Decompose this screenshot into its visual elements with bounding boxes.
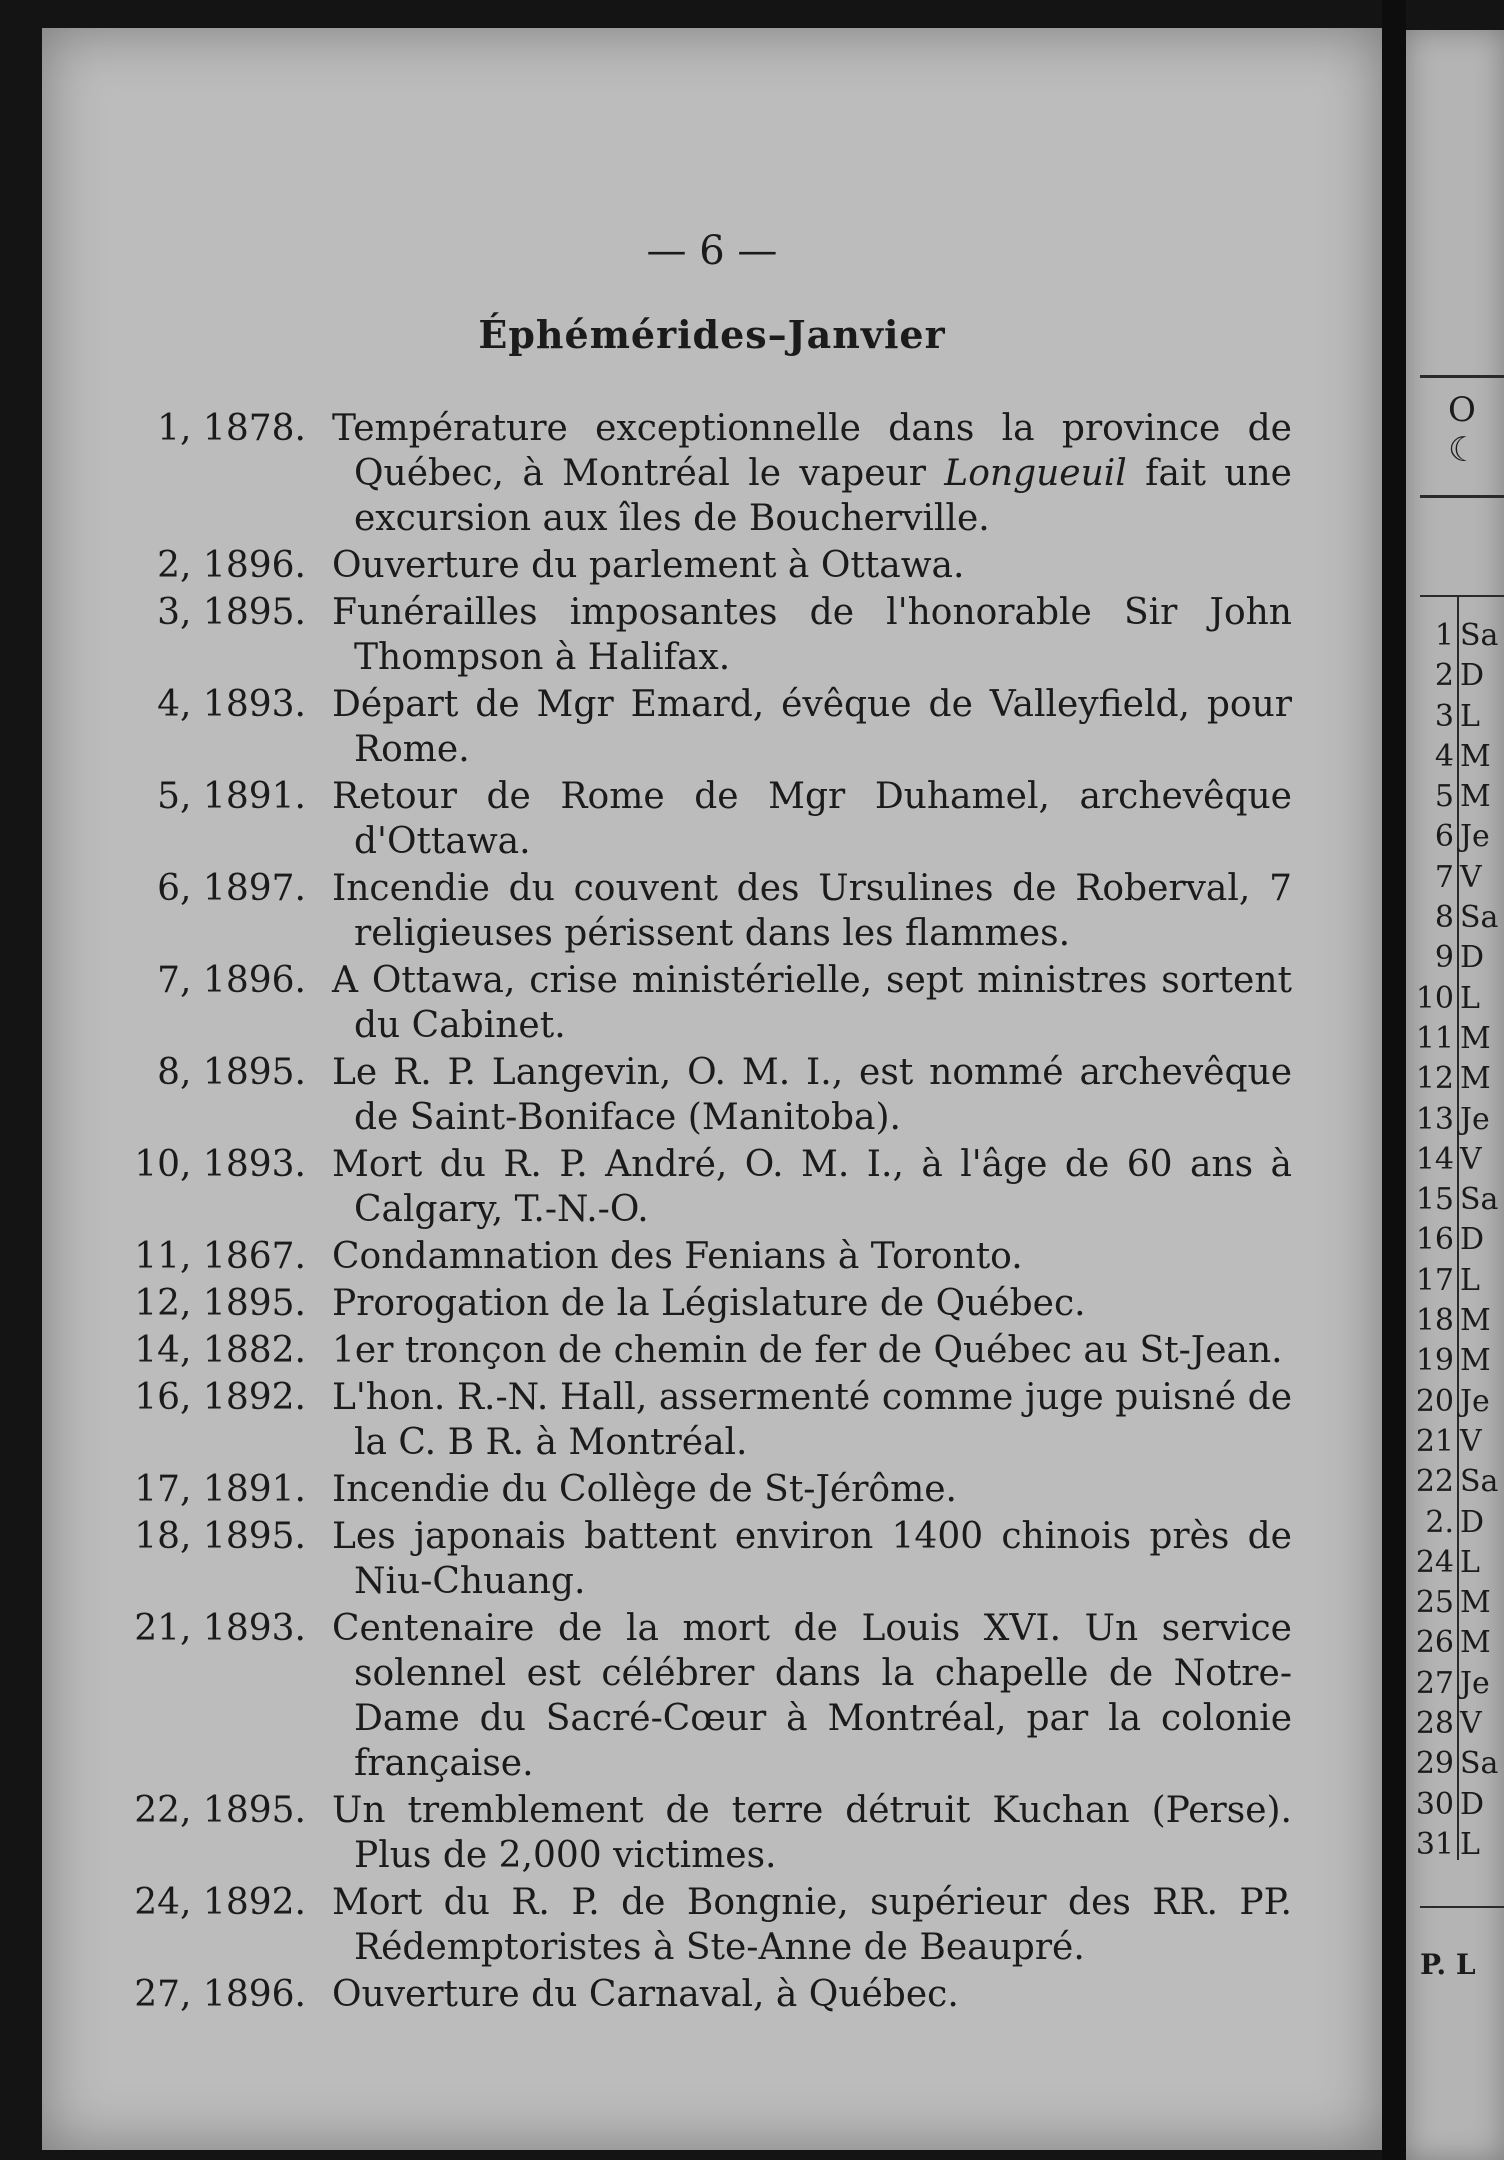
calendar-day-row — [1414, 1100, 1504, 1140]
calendar-weekday: Sa — [1460, 618, 1499, 653]
calendar-day-row — [1414, 1543, 1504, 1583]
entry-text: Le R. P. Langevin, O. M. I., est nommé archevêque de Saint-Boniface (Manitoba). — [332, 1052, 1292, 1138]
entry-text: Ouverture du parlement à Ottawa. — [332, 545, 965, 586]
entry-text: L'hon. R.-N. Hall, assermenté comme juge puisné de la C. B R. à Montréal. — [332, 1377, 1292, 1463]
calendar-weekday: M — [1460, 1303, 1491, 1339]
entry-text: Incendie du couvent des Ursulines de Roberval, 7 religieuses périssent dans les flammes. — [332, 868, 1292, 954]
calendar-weekday: L — [1460, 980, 1480, 1016]
calendar-weekday: V — [1460, 1706, 1482, 1742]
calendar-day-row — [1414, 898, 1504, 938]
calendar-day-row — [1414, 1583, 1504, 1623]
calendar-day-row — [1414, 656, 1504, 696]
calendar-days — [1414, 616, 1504, 1865]
ephemeride-entry — [42, 774, 1382, 864]
entry-date: 22, 1895. — [134, 1790, 306, 1831]
calendar-weekday: L — [1460, 1826, 1480, 1862]
calendar-day-row — [1414, 1140, 1504, 1180]
calendar-day-number: 9 — [1434, 940, 1454, 976]
entry-text: Funérailles imposantes de l'honorable Sir John Thompson à Halifax. — [332, 592, 1292, 678]
entry-date: 6, 1897. — [157, 868, 306, 909]
entry-date: 5, 1891. — [157, 776, 306, 817]
calendar-day-row — [1414, 858, 1504, 898]
calendar-day-row — [1414, 1059, 1504, 1099]
entry-text: Condamnation des Fenians à Toronto. — [332, 1236, 1023, 1277]
calendar-day-row — [1414, 737, 1504, 777]
calendar-day-row — [1414, 1664, 1504, 1704]
calendar-day-number: 31 — [1415, 1826, 1454, 1862]
entry-text: Prorogation de la Législature de Québec. — [332, 1283, 1086, 1324]
calendar-day-number: 18 — [1415, 1303, 1454, 1339]
ephemeride-entry — [42, 1050, 1382, 1140]
calendar-rule — [1420, 595, 1504, 597]
calendar-weekday: M — [1460, 1061, 1491, 1097]
calendar-weekday: Je — [1460, 1101, 1490, 1137]
calendar-weekday: L — [1460, 698, 1480, 734]
ephemeride-entry — [42, 406, 1382, 541]
calendar-day-number: 7 — [1434, 859, 1454, 895]
entry-date: 12, 1895. — [134, 1283, 306, 1324]
calendar-day-row — [1414, 817, 1504, 857]
calendar-day-row — [1414, 1019, 1504, 1059]
calendar-day-number: 25 — [1415, 1585, 1454, 1621]
entry-date: 27, 1896. — [134, 1974, 306, 2015]
sun-symbol: O — [1448, 390, 1476, 430]
calendar-day-number: 6 — [1434, 819, 1454, 855]
entry-date: 1, 1878. — [157, 408, 306, 449]
book-gutter — [1382, 0, 1406, 2160]
calendar-weekday: M — [1460, 1020, 1491, 1056]
calendar-day-number: 24 — [1415, 1544, 1454, 1580]
entry-date: 11, 1867. — [134, 1236, 306, 1277]
calendar-weekday: M — [1460, 1343, 1491, 1379]
entry-text: Ouverture du Carnaval, à Québec. — [332, 1974, 959, 2015]
ephemeride-entry — [42, 543, 1382, 588]
calendar-day-number: 2. — [1425, 1504, 1454, 1540]
calendar-day-number: 12 — [1415, 1061, 1454, 1097]
entry-date: 2, 1896. — [157, 545, 306, 586]
entry-text: 1er tronçon de chemin de fer de Québec au St-Jean. — [332, 1330, 1283, 1371]
calendar-weekday: Je — [1460, 819, 1490, 855]
calendar-weekday: M — [1460, 1585, 1491, 1621]
calendar-day-number: 29 — [1415, 1746, 1454, 1782]
entry-text: Les japonais battent environ 1400 chinois près de Niu-Chuang. — [332, 1516, 1292, 1602]
ephemeride-entry — [42, 1972, 1382, 2017]
calendar-weekday: M — [1460, 738, 1491, 774]
calendar-rule — [1420, 495, 1504, 498]
ephemerides-list — [42, 406, 1382, 2019]
calendar-day-row — [1414, 979, 1504, 1019]
entry-date: 18, 1895. — [134, 1516, 306, 1557]
calendar-day-row — [1414, 1261, 1504, 1301]
calendar-day-row — [1414, 1704, 1504, 1744]
calendar-weekday: V — [1460, 1423, 1482, 1459]
calendar-weekday: Je — [1460, 1665, 1490, 1701]
calendar-weekday: D — [1460, 1222, 1485, 1258]
calendar-day-number: 14 — [1415, 1141, 1454, 1177]
calendar-day-row — [1414, 1382, 1504, 1422]
calendar-weekday: Sa — [1460, 1464, 1499, 1500]
calendar-day-row — [1414, 777, 1504, 817]
ephemeride-entry — [42, 1234, 1382, 1279]
entry-text: Mort du R. P. de Bongnie, supérieur des RR. PP. Rédemptoristes à Ste-Anne de Beaupré. — [332, 1882, 1292, 1968]
entry-text-italic: Longueuil — [944, 453, 1127, 494]
calendar-day-number: 11 — [1415, 1020, 1454, 1056]
calendar-day-row — [1414, 1825, 1504, 1865]
calendar-day-number: 26 — [1415, 1625, 1454, 1661]
calendar-day-row — [1414, 1744, 1504, 1784]
calendar-weekday: D — [1460, 1504, 1485, 1540]
calendar-day-number: 2 — [1434, 658, 1454, 694]
calendar-weekday: L — [1460, 1262, 1480, 1298]
entry-date: 24, 1892. — [134, 1882, 306, 1923]
ephemeride-entry — [42, 866, 1382, 956]
calendar-day-number: 16 — [1415, 1222, 1454, 1258]
ephemeride-entry — [42, 1606, 1382, 1786]
calendar-weekday: D — [1460, 658, 1485, 694]
calendar-day-row — [1414, 1462, 1504, 1502]
entry-date: 17, 1891. — [134, 1469, 306, 1510]
entry-date: 16, 1892. — [134, 1377, 306, 1418]
ephemeride-entry — [42, 1467, 1382, 1512]
calendar-weekday: Sa — [1460, 1182, 1499, 1218]
calendar-day-row — [1414, 938, 1504, 978]
left-page — [42, 28, 1382, 2150]
calendar-weekday: V — [1460, 1141, 1482, 1177]
calendar-day-number: 27 — [1415, 1665, 1454, 1701]
moon-symbol: ☾ — [1448, 430, 1479, 470]
calendar-rule — [1420, 375, 1504, 378]
calendar-day-number: 13 — [1415, 1101, 1454, 1137]
calendar-day-row — [1414, 1341, 1504, 1381]
calendar-weekday: D — [1460, 1786, 1485, 1822]
section-title: Éphémérides–Janvier — [478, 312, 946, 357]
ephemeride-entry — [42, 682, 1382, 772]
entry-text-part: Température exceptionnelle dans la province de Québec, à Montréal le vapeur — [332, 408, 1292, 494]
ephemeride-entry — [42, 1514, 1382, 1604]
entry-date: 3, 1895. — [157, 592, 306, 633]
ephemeride-entry — [42, 1281, 1382, 1326]
entry-text-part: fait une excursion aux îles de Boucherville. — [354, 453, 1292, 539]
calendar-footer: P. L — [1420, 1948, 1476, 1981]
calendar-day-number: 19 — [1415, 1343, 1454, 1379]
ephemeride-entry — [42, 1788, 1382, 1878]
entry-text: A Ottawa, crise ministérielle, sept ministres sortent du Cabinet. — [332, 960, 1292, 1046]
entry-text: Mort du R. P. André, O. M. I., à l'âge de 60 ans à Calgary, T.-N.-O. — [332, 1144, 1292, 1230]
page-number: — 6 — — [646, 228, 778, 274]
ephemeride-entry — [42, 590, 1382, 680]
calendar-day-row — [1414, 1220, 1504, 1260]
calendar-day-number: 22 — [1415, 1464, 1454, 1500]
calendar-day-number: 4 — [1434, 738, 1454, 774]
calendar-day-row — [1414, 616, 1504, 656]
entry-text: Incendie du Collège de St-Jérôme. — [332, 1469, 957, 1510]
entry-text: Un tremblement de terre détruit Kuchan (Perse). Plus de 2,000 victimes. — [332, 1790, 1292, 1876]
calendar-day-number: 8 — [1434, 900, 1454, 936]
entry-date: 4, 1893. — [157, 684, 306, 725]
calendar-day-row — [1414, 1623, 1504, 1663]
ephemeride-entry — [42, 1328, 1382, 1373]
calendar-day-number: 1 — [1434, 618, 1454, 653]
calendar-day-row — [1414, 1503, 1504, 1543]
entry-date: 14, 1882. — [134, 1330, 306, 1371]
calendar-day-number: 21 — [1415, 1423, 1454, 1459]
entry-date: 21, 1893. — [134, 1608, 306, 1649]
calendar-day-row — [1414, 1301, 1504, 1341]
calendar-weekday: Je — [1460, 1383, 1490, 1419]
calendar-day-number: 10 — [1415, 980, 1454, 1016]
calendar-rule — [1420, 1906, 1504, 1908]
entry-text: Départ de Mgr Emard, évêque de Valleyfield, pour Rome. — [332, 684, 1292, 770]
calendar-day-row — [1414, 1785, 1504, 1825]
entry-date: 10, 1893. — [134, 1144, 306, 1185]
calendar-weekday: M — [1460, 779, 1491, 815]
calendar-day-row — [1414, 1180, 1504, 1220]
calendar-day-number: 17 — [1415, 1262, 1454, 1298]
calendar-symbols — [1448, 390, 1478, 470]
calendar-day-row — [1414, 1422, 1504, 1462]
ephemeride-entry — [42, 958, 1382, 1048]
entry-text: Retour de Rome de Mgr Duhamel, archevêque d'Ottawa. — [332, 776, 1292, 862]
entry-text — [332, 406, 1292, 541]
calendar-day-number: 3 — [1434, 698, 1454, 734]
calendar-day-number: 5 — [1434, 779, 1454, 815]
calendar-weekday: D — [1460, 940, 1485, 976]
ephemeride-entry — [42, 1142, 1382, 1232]
entry-text: Centenaire de la mort de Louis XVI. Un service solennel est célébrer dans la chapelle de Notre-Dame du Sacré-Cœur à Montréal, par la colonie française. — [332, 1608, 1292, 1784]
entry-date: 7, 1896. — [157, 960, 306, 1001]
calendar-weekday: Sa — [1460, 1746, 1499, 1782]
ephemeride-entry — [42, 1880, 1382, 1970]
calendar-weekday: L — [1460, 1544, 1480, 1580]
calendar-day-row — [1414, 697, 1504, 737]
calendar-day-number: 28 — [1415, 1706, 1454, 1742]
entry-date: 8, 1895. — [157, 1052, 306, 1093]
calendar-day-number: 30 — [1415, 1786, 1454, 1822]
calendar-weekday: V — [1460, 859, 1482, 895]
calendar-weekday: M — [1460, 1625, 1491, 1661]
calendar-day-number: 15 — [1415, 1182, 1454, 1218]
calendar-day-number: 20 — [1415, 1383, 1454, 1419]
calendar-weekday: Sa — [1460, 900, 1499, 936]
ephemeride-entry — [42, 1375, 1382, 1465]
right-page-calendar — [1406, 30, 1504, 2160]
